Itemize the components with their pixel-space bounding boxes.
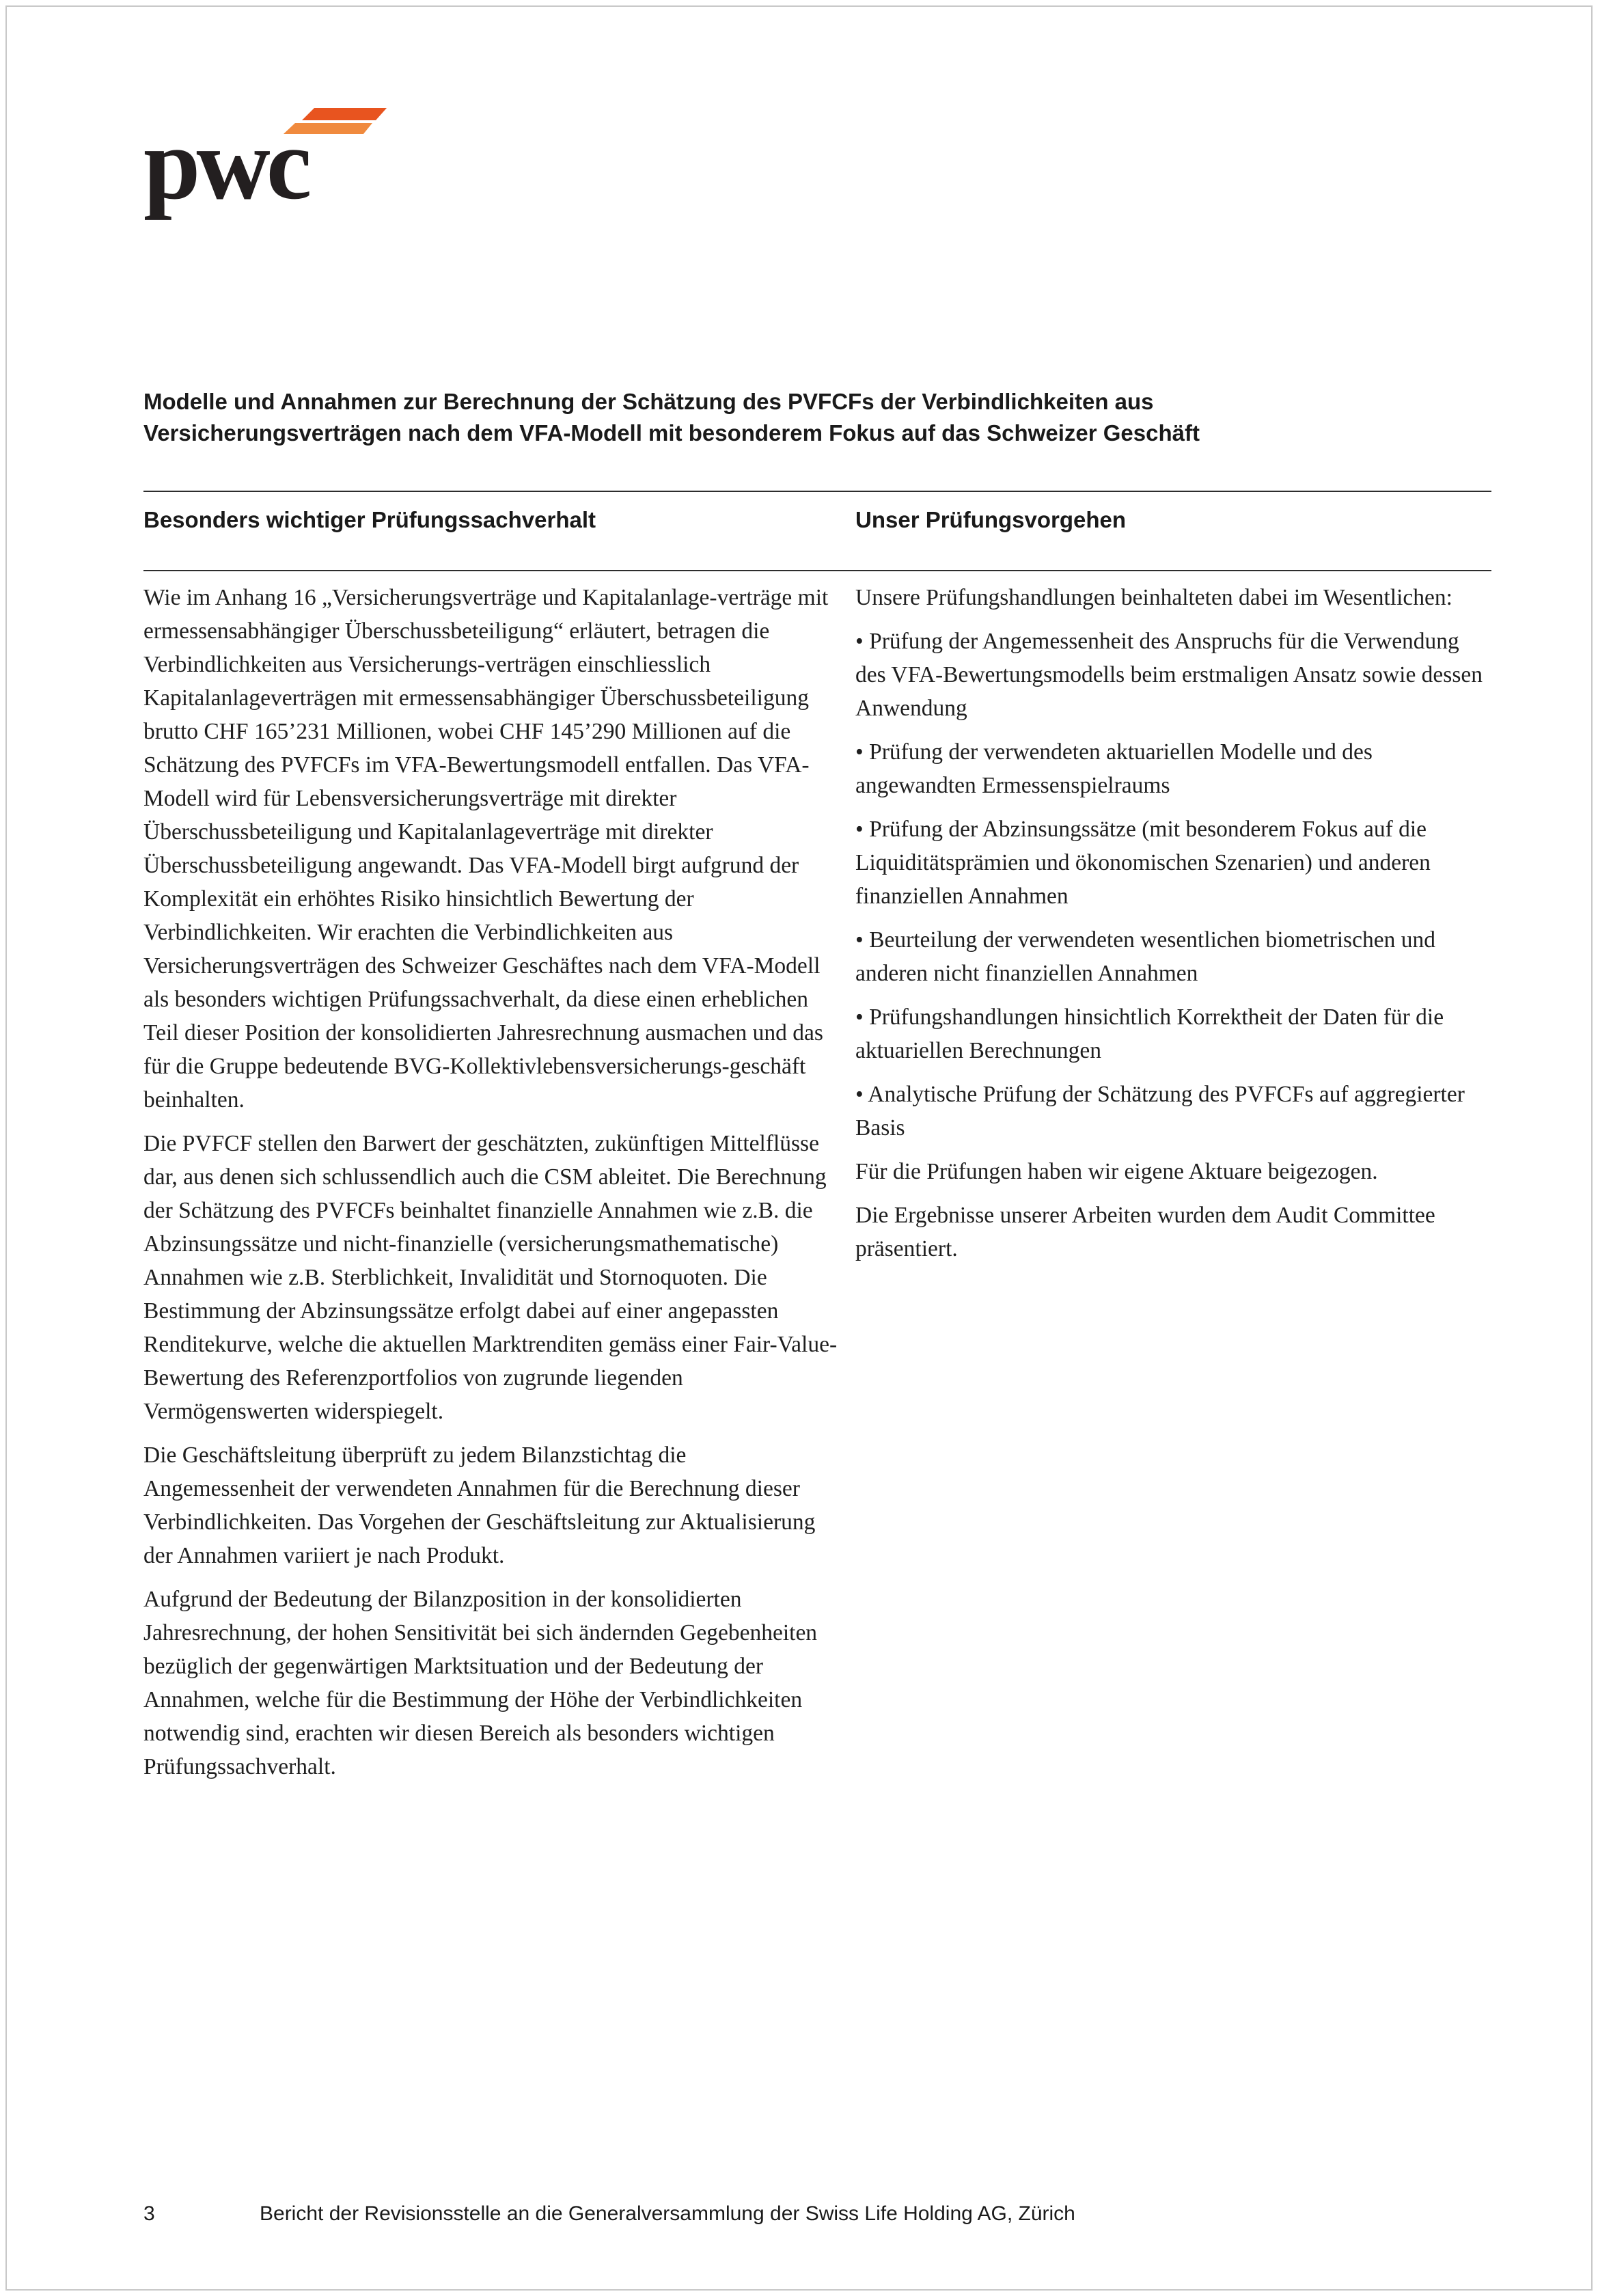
left-paragraph: Aufgrund der Bedeutung der Bilanzposition in der konsolidierten Jahresrechnung, der hohen Sensitivität bei sich ändernden Gegebenheiten bezüglich der gegenwärtigen Marktsituation und der Bedeutung der Annahmen, welche für die Bestimmung der Höhe der Verbindlichkeiten notwendig sind, erachten wir diesen Bereich als besonders wichtigen Prüfungssachverhalt. (143, 1587, 818, 1779)
section-heading-line2: Versicherungsverträgen nach dem VFA-Modell mit besonderem Fokus auf das Schweizer Geschäft (143, 420, 1200, 446)
procedure-bullet: • Prüfungshandlungen hinsichtlich Korrektheit der Daten für die aktuariellen Berechnungen (855, 1004, 1444, 1063)
left-paragraph: Die Geschäftsleitung überprüft zu jedem Bilanzstichtag die Angemessenheit der verwendeten Annahmen für die Berechnung dieser Verbindlichkeiten. Das Vorgehen der Geschäftsleitung zur Aktualisierung der Annahmen variiert je nach Produkt. (143, 1443, 816, 1568)
left-column-header: Besonders wichtiger Prüfungssachverhalt (143, 507, 596, 532)
section-heading (143, 386, 1496, 449)
right-closing: Für die Prüfungen haben wir eigene Aktuare beigezogen. (855, 1159, 1378, 1184)
section-heading-line1: Modelle und Annahmen zur Berechnung der Schätzung des PVFCFs der Verbindlichkeiten aus (143, 389, 1154, 414)
pwc-logo (143, 102, 389, 232)
footer-text: Bericht der Revisionsstelle an die Generalversammlung der Swiss Life Holding AG, Zürich (260, 2202, 1075, 2225)
procedure-bullet: • Beurteilung der verwendeten wesentlichen biometrischen und anderen nicht finanziellen Annahmen (855, 927, 1435, 986)
logo-wordmark: pwc (143, 107, 308, 221)
divider-header (143, 570, 1491, 571)
left-paragraph: Die PVFCF stellen den Barwert der geschätzten, zukünftigen Mittelflüsse dar, aus denen sich schlussendlich auch die CSM ableitet. Die Berechnung der Schätzung des PVFCFs beinhaltet finanzielle Annahmen wie z.B. die Abzinsungssätze und nicht-finanzielle (versicherungsmathematische) Annahmen wie z.B. Sterblichkeit, Invalidität und Stornoquoten. Die Bestimmung der Abzinsungssätze erfolgt dabei auf einer angepassten Renditekurve, welche die aktuellen Marktrenditen gemäss einer Fair-Value-Bewertung des Referenzportfolios von zugrunde liegenden Vermögenswerten widerspiegelt. (143, 1131, 838, 1424)
right-column (855, 581, 1491, 1276)
procedure-bullet: • Prüfung der Abzinsungssätze (mit besonderem Fokus auf die Liquiditätsprämien und ökonomischen Szenarien) und anderen finanziellen Annahmen (855, 817, 1431, 909)
left-paragraph: Wie im Anhang 16 „Versicherungsverträge und Kapitalanlage-verträge mit ermessensabhängiger Überschussbeteiligung“ erläutert, betragen die Verbindlichkeiten aus Versicherungs-verträgen einschliesslich Kapitalanlageverträgen mit ermessensabhängiger Überschussbeteiligung brutto CHF 165’231 Millionen, wobei CHF 145’290 Millionen auf die Schätzung des PVFCFs im VFA-Bewertungsmodell entfallen. Das VFA-Modell wird für Lebensversicherungsverträge mit direkter Überschussbeteiligung und Kapitalanlageverträge mit direkter Überschussbeteiligung angewandt. Das VFA-Modell birgt aufgrund der Komplexität ein erhöhtes Risiko hinsichtlich Bewertung der Verbindlichkeiten. Wir erachten die Verbindlichkeiten aus Versicherungsverträgen des Schweizer Geschäftes nach dem VFA-Modell als besonders wichtigen Prüfungssachverhalt, da diese einen erheblichen Teil dieser Position der konsolidierten Jahresrechnung ausmachen und das für die Gruppe bedeutende BVG-Kollektivlebensversicherungs-geschäft beinhalten. (143, 585, 829, 1112)
pwc-logo-icon (143, 102, 389, 232)
procedure-bullet: • Prüfung der Angemessenheit des Anspruchs für die Verwendung des VFA-Bewertungsmodells beim erstmaligen Ansatz sowie dessen Anwendung (855, 629, 1483, 721)
page-number: 3 (143, 2202, 155, 2225)
left-column (143, 581, 840, 1794)
right-intro: Unsere Prüfungshandlungen beinhalteten dabei im Wesentlichen: (855, 585, 1452, 610)
right-column-header: Unser Prüfungsvorgehen (855, 507, 1127, 532)
procedure-bullet: • Analytische Prüfung der Schätzung des PVFCFs auf aggregierter Basis (855, 1082, 1465, 1140)
right-closing: Die Ergebnisse unserer Arbeiten wurden dem Audit Committee präsentiert. (855, 1203, 1435, 1261)
procedure-bullet: • Prüfung der verwendeten aktuariellen Modelle und des angewandten Ermessenspielraums (855, 739, 1373, 798)
divider-top (143, 491, 1491, 492)
logo-accent-top (302, 108, 387, 120)
